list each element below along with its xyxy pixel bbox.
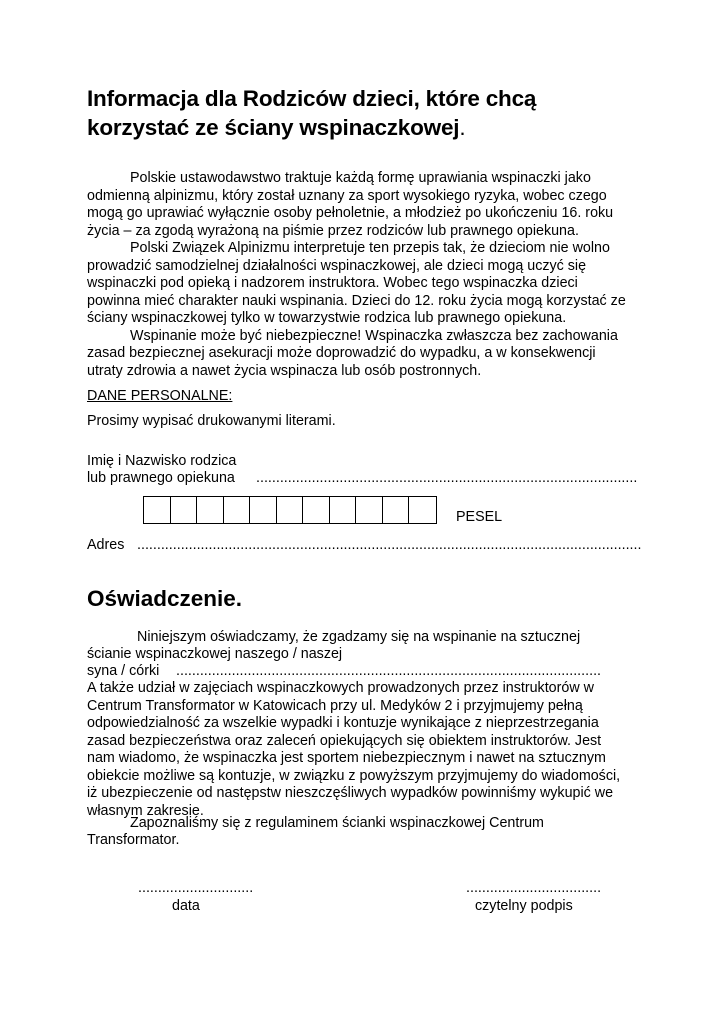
declaration-body-line: własnym zakresie. [87, 802, 204, 819]
title-period: . [459, 115, 466, 140]
declaration-body-line: odpowiedzialność za wszelkie wypadki i kontuzje wynikające z nieprzestrzegania [87, 715, 599, 731]
parent-name-label-2: lub prawnego opiekuna [87, 470, 235, 486]
declaration-heading: Oświadczenie. [87, 586, 243, 611]
declaration-body-line: A także udział w zajęciach wspinaczkowych prowadzonych przez instruktorów w [87, 680, 594, 696]
pesel-digit-box[interactable] [224, 497, 251, 523]
declaration-body-line: zasad bezpieczeństwa oraz zaleceń opiekujących się obiektem instruktorów. Jest [87, 732, 602, 749]
pesel-digit-box[interactable] [250, 497, 277, 523]
declaration-body-line: Centrum Transformator w Katowicach przy ul. Medyków 2 i przyjmujemy pełną [87, 697, 583, 714]
signature-field[interactable]: .................................. [466, 880, 602, 896]
address-field[interactable]: ............................................................................................................................... [137, 537, 642, 553]
intro-paragraph-3 [87, 328, 647, 381]
address-label: Adres [87, 537, 125, 553]
intro-p2-line: Polski Związek Alpinizmu interpretuje ten przepis tak, że dzieciom nie wolno [130, 240, 610, 256]
declaration-body [87, 680, 647, 820]
print-instruction: Prosimy wypisać drukowanymi literami. [87, 413, 336, 429]
pesel-digit-box[interactable] [277, 497, 304, 523]
regulations-line-2: Transformator. [87, 832, 180, 848]
regulations-line-1: Zapoznaliśmy się z regulaminem ścianki wspinaczkowej Centrum [130, 815, 544, 831]
pesel-digit-box[interactable] [144, 497, 171, 523]
intro-p1-line: mogą go uprawiać wyłącznie osoby pełnoletnie, a młodzież po ukończeniu 16. roku [87, 205, 614, 221]
pesel-digit-box[interactable] [409, 497, 436, 523]
intro-p1-line: Polskie ustawodawstwo traktuje każdą formę uprawiania wspinaczki jako [130, 170, 591, 186]
intro-p1-line: życia – za zgodą wyrażoną na piśmie przez rodziców lub prawnego opiekuna. [87, 222, 579, 239]
declaration-line-2: ścianie wspinaczkowej naszego / naszej [87, 646, 343, 662]
intro-p2-line: ściany wspinaczkowej tylko w towarzystwie rodzica lub prawnego opiekuna. [87, 310, 567, 326]
pesel-boxes[interactable] [143, 496, 437, 524]
declaration-body-line: obiekcie możliwe są kontuzje, w związku z powyższym przyjmujemy do wiadomości, [87, 767, 621, 784]
pesel-digit-box[interactable] [197, 497, 224, 523]
pesel-label: PESEL [456, 509, 503, 525]
document-title-line-2 [87, 115, 465, 141]
parent-name-field[interactable]: ................................................................................................ [256, 470, 638, 486]
child-label: syna / córki [87, 663, 160, 679]
child-name-field[interactable]: ........................................................................................................... [176, 663, 602, 679]
intro-p2-line: prowadzić samodzielnej działalności wspinaczkowej, ale dzieci mogą uczyć się [87, 257, 587, 274]
intro-p3-line: Wspinanie może być niebezpieczne! Wspinaczka zwłaszcza bez zachowania [130, 327, 618, 344]
pesel-digit-box[interactable] [303, 497, 330, 523]
pesel-digit-box[interactable] [383, 497, 410, 523]
intro-p1-line: odmienną alpinizmu, który został uznany za sport wysokiego ryzyka, wobec czego [87, 187, 607, 204]
pesel-digit-box[interactable] [356, 497, 383, 523]
personal-data-heading: DANE PERSONALNE: [87, 388, 233, 404]
intro-p3-line: zasad bezpiecznej asekuracji może doprowadzić do wypadku, a w konsekwencji [87, 345, 596, 361]
intro-p3-line: utraty zdrowia a nawet życia wspinacza lub osób postronnych. [87, 362, 482, 379]
declaration-body-line: iż ubezpieczenie od następstw nieszczęśliwych wypadków powinniśmy wykupić we [87, 785, 614, 801]
intro-paragraph-2 [87, 240, 647, 328]
parent-name-label-1: Imię i Nazwisko rodzica [87, 453, 237, 469]
intro-paragraph-1 [87, 170, 647, 240]
intro-p2-line: powinna mieć charakter nauki wspinania. Dzieci do 12. roku życia mogą korzystać ze [87, 292, 626, 309]
pesel-digit-box[interactable] [330, 497, 357, 523]
title-text: korzystać ze ściany wspinaczkowej [87, 115, 460, 140]
intro-p2-line: wspinaczki pod opieką i nadzorem instruktora. Wobec tego wspinaczka dzieci [87, 275, 578, 291]
date-label: data [172, 898, 200, 914]
date-field[interactable]: ............................. [138, 880, 254, 896]
pesel-digit-box[interactable] [171, 497, 198, 523]
intro-text [87, 170, 647, 380]
declaration-body-line: nam wiadomo, że wspinaczka jest sportem niebezpiecznym i nawet na sztucznym [87, 750, 606, 766]
declaration-line-1: Niniejszym oświadczamy, że zgadzamy się na wspinanie na sztucznej [137, 629, 581, 645]
document-title-line-1: Informacja dla Rodziców dzieci, które chcą [87, 86, 537, 111]
signature-label: czytelny podpis [475, 898, 573, 914]
